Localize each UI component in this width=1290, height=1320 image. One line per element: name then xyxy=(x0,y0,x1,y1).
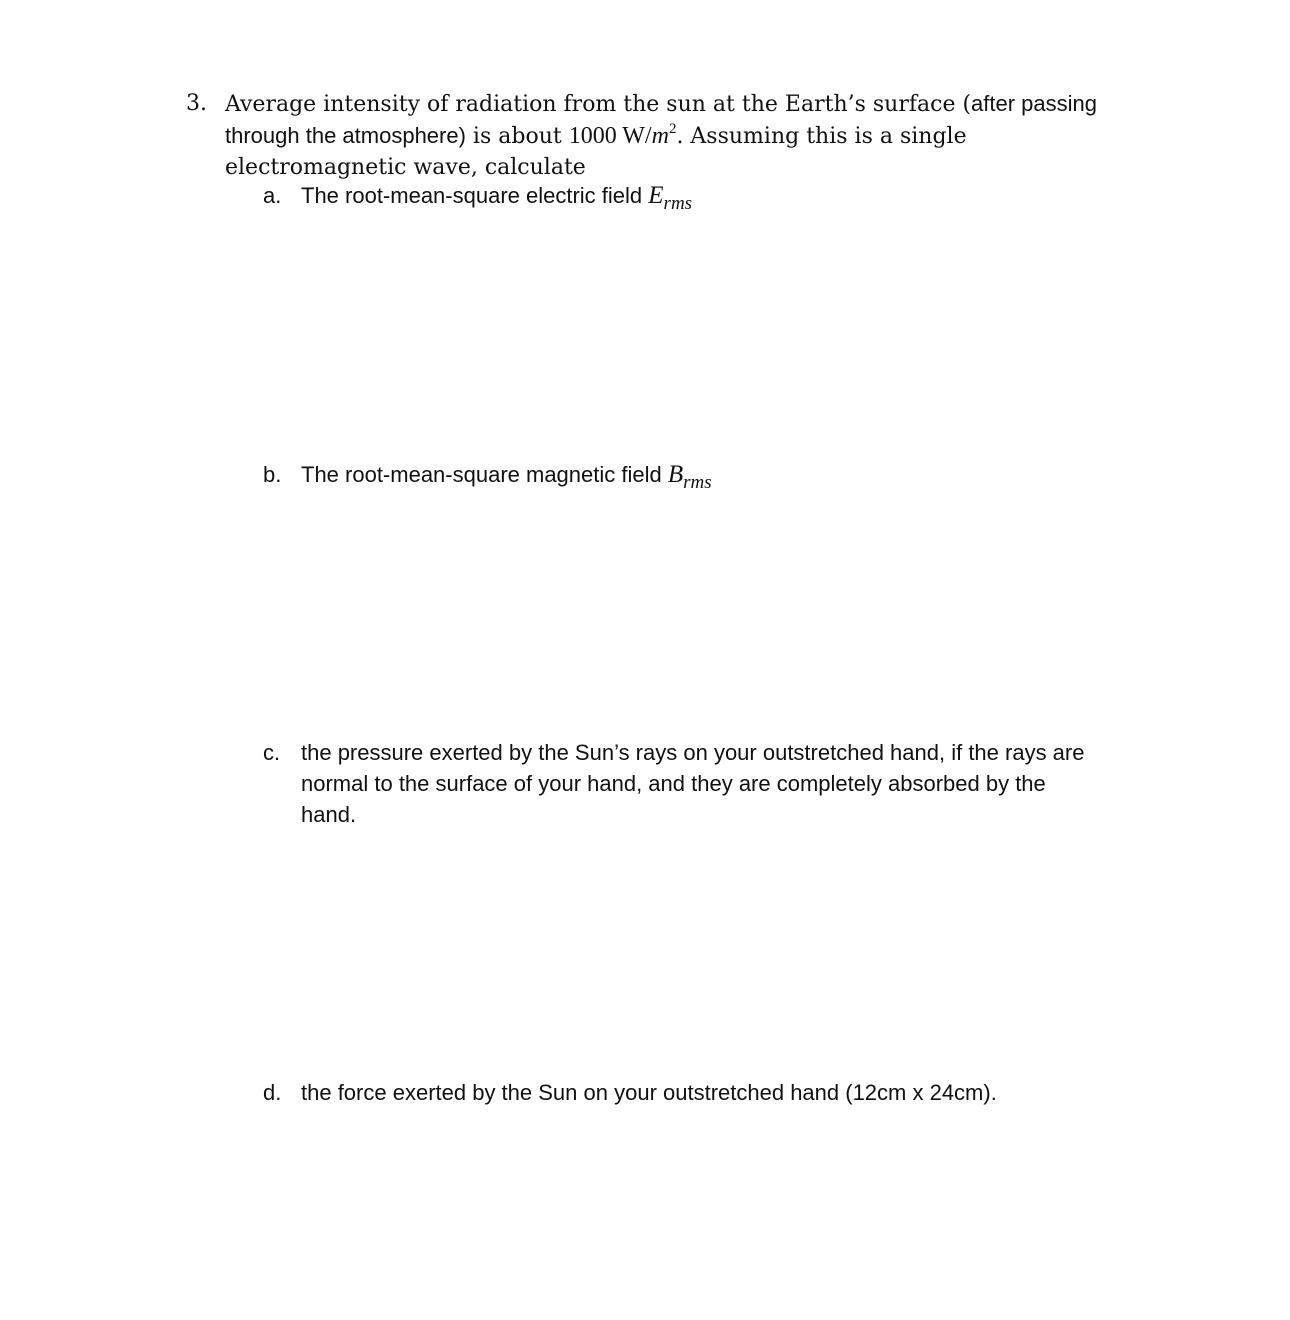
question-stem-line-2 xyxy=(225,120,1125,152)
intensity-unit-exponent: 2 xyxy=(668,121,677,137)
part-b-symbol: B xyxy=(667,461,684,488)
part-a-symbol: E xyxy=(648,182,664,209)
question-stem-line-3: electromagnetic wave, calculate xyxy=(225,155,586,180)
part-b-subscript: rms xyxy=(683,472,712,493)
part-b-marker: b. xyxy=(263,462,282,487)
part-a-marker: a. xyxy=(263,183,282,208)
question-number: 3. xyxy=(186,91,207,116)
part-c-line-1: the pressure exerted by the Sun’s rays on your outstretched hand, if the rays are xyxy=(301,740,1085,765)
question-stem-line-2-sans: through the atmosphere) xyxy=(225,123,466,148)
question-stem xyxy=(225,88,1125,183)
part-a-subscript: rms xyxy=(663,193,693,214)
intensity-unit-variable: m xyxy=(651,123,669,149)
question-stem-line-1 xyxy=(225,88,1125,120)
part-c-marker: c. xyxy=(263,740,281,765)
part-c-line-2: normal to the surface of your hand, and they are completely absorbed by the xyxy=(301,771,1046,796)
part-b-label: The root-mean-square magnetic field xyxy=(301,462,668,487)
intensity-value: 1000 W/ xyxy=(568,123,652,149)
part-c-text xyxy=(301,737,1084,830)
question-stem-line-2-text: is about xyxy=(465,124,569,149)
question-stem-line-1-sans: after passing xyxy=(971,91,1098,116)
part-d-marker: d. xyxy=(263,1080,282,1105)
part-a-text xyxy=(301,180,692,213)
question-stem-line-2-tail: . Assuming this is a single xyxy=(676,124,967,149)
part-b-text xyxy=(301,459,712,492)
part-a-label: The root-mean-square electric field xyxy=(301,183,649,208)
part-d-text: the force exerted by the Sun on your outstretched hand (12cm x 24cm). xyxy=(301,1080,997,1105)
part-c-line-3: hand. xyxy=(301,802,357,827)
question-stem-line-1-serif: Average intensity of radiation from the sun at the Earth’s surface ( xyxy=(225,92,972,117)
